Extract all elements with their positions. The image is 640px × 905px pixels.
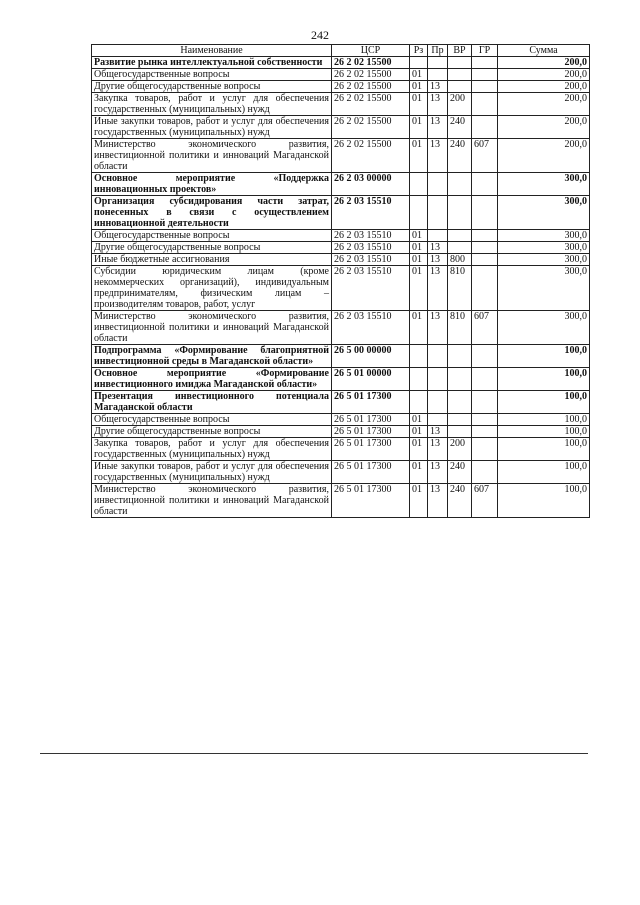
row-csr-cell: 26 2 02 15500 bbox=[332, 81, 410, 93]
row-gr-cell bbox=[472, 461, 498, 484]
row-rz-cell bbox=[410, 345, 428, 368]
row-rz-cell bbox=[410, 57, 428, 69]
row-pr-cell: 13 bbox=[428, 438, 448, 461]
row-pr-cell bbox=[428, 57, 448, 69]
table-row bbox=[92, 81, 590, 93]
row-pr-cell: 13 bbox=[428, 139, 448, 173]
row-rz-cell bbox=[410, 196, 428, 230]
row-pr-cell: 13 bbox=[428, 311, 448, 345]
row-vr-cell: 240 bbox=[448, 484, 472, 518]
row-sum-cell: 100,0 bbox=[498, 426, 590, 438]
row-name-cell: Закупка товаров, работ и услуг для обеспечения государственных (муниципальных) нужд bbox=[92, 438, 332, 461]
row-vr-cell: 200 bbox=[448, 93, 472, 116]
row-csr-cell: 26 5 01 00000 bbox=[332, 368, 410, 391]
table-row bbox=[92, 93, 590, 116]
row-gr-cell bbox=[472, 345, 498, 368]
row-vr-cell: 240 bbox=[448, 461, 472, 484]
row-vr-cell bbox=[448, 414, 472, 426]
row-pr-cell bbox=[428, 69, 448, 81]
table-row bbox=[92, 426, 590, 438]
row-sum-cell: 100,0 bbox=[498, 484, 590, 518]
table-row bbox=[92, 345, 590, 368]
row-rz-cell: 01 bbox=[410, 266, 428, 311]
row-csr-cell: 26 2 02 15500 bbox=[332, 93, 410, 116]
row-sum-cell: 300,0 bbox=[498, 230, 590, 242]
row-rz-cell: 01 bbox=[410, 254, 428, 266]
row-name-cell: Организация субсидирования части затрат, понесенных в связи с осуществлением инновационной деятельности bbox=[92, 196, 332, 230]
row-pr-cell: 13 bbox=[428, 254, 448, 266]
row-csr-cell: 26 2 03 15510 bbox=[332, 242, 410, 254]
row-pr-cell: 13 bbox=[428, 116, 448, 139]
table-row bbox=[92, 69, 590, 81]
table-row bbox=[92, 414, 590, 426]
table-row bbox=[92, 438, 590, 461]
row-csr-cell: 26 5 01 17300 bbox=[332, 391, 410, 414]
table-row bbox=[92, 484, 590, 518]
row-name-cell: Иные закупки товаров, работ и услуг для обеспечения государственных (муниципальных) нужд bbox=[92, 461, 332, 484]
row-rz-cell bbox=[410, 173, 428, 196]
row-rz-cell: 01 bbox=[410, 81, 428, 93]
row-rz-cell: 01 bbox=[410, 230, 428, 242]
row-sum-cell: 100,0 bbox=[498, 345, 590, 368]
row-rz-cell: 01 bbox=[410, 461, 428, 484]
table-row bbox=[92, 391, 590, 414]
row-csr-cell: 26 5 00 00000 bbox=[332, 345, 410, 368]
row-gr-cell bbox=[472, 173, 498, 196]
table-row bbox=[92, 230, 590, 242]
table-row bbox=[92, 311, 590, 345]
header-csr: ЦСР bbox=[332, 45, 410, 57]
row-pr-cell: 13 bbox=[428, 484, 448, 518]
budget-table bbox=[91, 44, 590, 518]
row-pr-cell: 13 bbox=[428, 461, 448, 484]
row-rz-cell bbox=[410, 391, 428, 414]
row-pr-cell bbox=[428, 368, 448, 391]
row-csr-cell: 26 2 03 15510 bbox=[332, 254, 410, 266]
row-name-cell: Презентация инвестиционного потенциала Магаданской области bbox=[92, 391, 332, 414]
row-name-cell: Основное мероприятие «Поддержка инновационных проектов» bbox=[92, 173, 332, 196]
header-name: Наименование bbox=[92, 45, 332, 57]
row-gr-cell bbox=[472, 242, 498, 254]
row-sum-cell: 200,0 bbox=[498, 57, 590, 69]
row-sum-cell: 300,0 bbox=[498, 254, 590, 266]
row-rz-cell: 01 bbox=[410, 311, 428, 345]
row-sum-cell: 100,0 bbox=[498, 414, 590, 426]
table-body bbox=[92, 57, 590, 518]
row-gr-cell bbox=[472, 438, 498, 461]
row-name-cell: Другие общегосударственные вопросы bbox=[92, 242, 332, 254]
row-pr-cell: 13 bbox=[428, 426, 448, 438]
row-pr-cell bbox=[428, 230, 448, 242]
row-csr-cell: 26 2 02 15500 bbox=[332, 116, 410, 139]
row-csr-cell: 26 2 03 15510 bbox=[332, 230, 410, 242]
row-gr-cell bbox=[472, 414, 498, 426]
table-row bbox=[92, 368, 590, 391]
row-rz-cell: 01 bbox=[410, 139, 428, 173]
row-vr-cell bbox=[448, 345, 472, 368]
row-sum-cell: 300,0 bbox=[498, 173, 590, 196]
row-rz-cell: 01 bbox=[410, 69, 428, 81]
row-csr-cell: 26 5 01 17300 bbox=[332, 414, 410, 426]
row-name-cell: Закупка товаров, работ и услуг для обеспечения государственных (муниципальных) нужд bbox=[92, 93, 332, 116]
row-sum-cell: 100,0 bbox=[498, 438, 590, 461]
row-csr-cell: 26 2 03 15510 bbox=[332, 311, 410, 345]
row-vr-cell: 240 bbox=[448, 139, 472, 173]
row-csr-cell: 26 2 02 15500 bbox=[332, 57, 410, 69]
row-name-cell: Министерство экономического развития, инвестиционной политики и инноваций Магаданской области bbox=[92, 484, 332, 518]
row-sum-cell: 200,0 bbox=[498, 116, 590, 139]
row-pr-cell bbox=[428, 196, 448, 230]
row-sum-cell: 300,0 bbox=[498, 311, 590, 345]
row-gr-cell bbox=[472, 426, 498, 438]
table-row bbox=[92, 116, 590, 139]
row-sum-cell: 300,0 bbox=[498, 242, 590, 254]
row-vr-cell: 810 bbox=[448, 311, 472, 345]
row-name-cell: Подпрограмма «Формирование благоприятной инвестиционной среды в Магаданской области» bbox=[92, 345, 332, 368]
row-csr-cell: 26 5 01 17300 bbox=[332, 438, 410, 461]
table-row bbox=[92, 242, 590, 254]
row-vr-cell bbox=[448, 426, 472, 438]
row-rz-cell: 01 bbox=[410, 242, 428, 254]
row-rz-cell: 01 bbox=[410, 116, 428, 139]
row-sum-cell: 100,0 bbox=[498, 461, 590, 484]
row-pr-cell: 13 bbox=[428, 266, 448, 311]
row-gr-cell bbox=[472, 93, 498, 116]
table-row bbox=[92, 173, 590, 196]
row-name-cell: Другие общегосударственные вопросы bbox=[92, 81, 332, 93]
row-sum-cell: 100,0 bbox=[498, 391, 590, 414]
row-gr-cell: 607 bbox=[472, 484, 498, 518]
row-sum-cell: 300,0 bbox=[498, 196, 590, 230]
row-sum-cell: 200,0 bbox=[498, 69, 590, 81]
page-number: 242 bbox=[311, 28, 329, 42]
row-pr-cell bbox=[428, 345, 448, 368]
row-gr-cell bbox=[472, 391, 498, 414]
row-gr-cell bbox=[472, 230, 498, 242]
row-vr-cell bbox=[448, 230, 472, 242]
row-name-cell: Иные закупки товаров, работ и услуг для обеспечения государственных (муниципальных) нужд bbox=[92, 116, 332, 139]
row-name-cell: Иные бюджетные ассигнования bbox=[92, 254, 332, 266]
row-csr-cell: 26 2 03 00000 bbox=[332, 173, 410, 196]
row-vr-cell bbox=[448, 81, 472, 93]
table-row bbox=[92, 254, 590, 266]
bottom-divider bbox=[40, 753, 588, 754]
row-name-cell: Общегосударственные вопросы bbox=[92, 414, 332, 426]
row-gr-cell bbox=[472, 368, 498, 391]
row-gr-cell bbox=[472, 254, 498, 266]
row-gr-cell: 607 bbox=[472, 139, 498, 173]
header-sum: Сумма bbox=[498, 45, 590, 57]
row-rz-cell: 01 bbox=[410, 438, 428, 461]
table-header-row bbox=[92, 45, 590, 57]
table-row bbox=[92, 461, 590, 484]
row-vr-cell bbox=[448, 391, 472, 414]
row-gr-cell bbox=[472, 116, 498, 139]
row-sum-cell: 200,0 bbox=[498, 93, 590, 116]
row-csr-cell: 26 2 02 15500 bbox=[332, 69, 410, 81]
table-row bbox=[92, 196, 590, 230]
row-vr-cell bbox=[448, 69, 472, 81]
row-sum-cell: 200,0 bbox=[498, 81, 590, 93]
row-vr-cell: 810 bbox=[448, 266, 472, 311]
row-name-cell: Другие общегосударственные вопросы bbox=[92, 426, 332, 438]
row-name-cell: Общегосударственные вопросы bbox=[92, 69, 332, 81]
row-pr-cell: 13 bbox=[428, 81, 448, 93]
row-pr-cell bbox=[428, 391, 448, 414]
row-rz-cell: 01 bbox=[410, 484, 428, 518]
row-gr-cell bbox=[472, 81, 498, 93]
row-sum-cell: 300,0 bbox=[498, 266, 590, 311]
row-csr-cell: 26 5 01 17300 bbox=[332, 484, 410, 518]
row-name-cell: Развитие рынка интеллектуальной собственности bbox=[92, 57, 332, 69]
header-pr: Пр bbox=[428, 45, 448, 57]
header-rz: Рз bbox=[410, 45, 428, 57]
row-csr-cell: 26 5 01 17300 bbox=[332, 461, 410, 484]
header-gr: ГР bbox=[472, 45, 498, 57]
row-name-cell: Общегосударственные вопросы bbox=[92, 230, 332, 242]
row-vr-cell bbox=[448, 173, 472, 196]
row-pr-cell: 13 bbox=[428, 93, 448, 116]
table-row bbox=[92, 57, 590, 69]
row-sum-cell: 200,0 bbox=[498, 139, 590, 173]
row-gr-cell bbox=[472, 266, 498, 311]
table-row bbox=[92, 266, 590, 311]
row-csr-cell: 26 2 02 15500 bbox=[332, 139, 410, 173]
row-rz-cell: 01 bbox=[410, 414, 428, 426]
row-rz-cell bbox=[410, 368, 428, 391]
row-csr-cell: 26 2 03 15510 bbox=[332, 196, 410, 230]
row-gr-cell bbox=[472, 69, 498, 81]
table-row bbox=[92, 139, 590, 173]
header-vr: ВР bbox=[448, 45, 472, 57]
row-vr-cell bbox=[448, 57, 472, 69]
row-name-cell: Министерство экономического развития, инвестиционной политики и инноваций Магаданской области bbox=[92, 311, 332, 345]
row-vr-cell: 240 bbox=[448, 116, 472, 139]
row-gr-cell bbox=[472, 57, 498, 69]
row-rz-cell: 01 bbox=[410, 426, 428, 438]
row-name-cell: Субсидии юридическим лицам (кроме некоммерческих организаций), индивидуальным предпринимателям, физическим лицам – производителям товаров, работ, услуг bbox=[92, 266, 332, 311]
row-vr-cell: 800 bbox=[448, 254, 472, 266]
row-vr-cell: 200 bbox=[448, 438, 472, 461]
row-name-cell: Министерство экономического развития, инвестиционной политики и инноваций Магаданской области bbox=[92, 139, 332, 173]
row-vr-cell bbox=[448, 368, 472, 391]
row-gr-cell bbox=[472, 196, 498, 230]
row-csr-cell: 26 5 01 17300 bbox=[332, 426, 410, 438]
row-pr-cell: 13 bbox=[428, 242, 448, 254]
row-pr-cell bbox=[428, 414, 448, 426]
row-name-cell: Основное мероприятие «Формирование инвестиционного имиджа Магаданской области» bbox=[92, 368, 332, 391]
row-sum-cell: 100,0 bbox=[498, 368, 590, 391]
row-gr-cell: 607 bbox=[472, 311, 498, 345]
row-csr-cell: 26 2 03 15510 bbox=[332, 266, 410, 311]
row-vr-cell bbox=[448, 196, 472, 230]
row-pr-cell bbox=[428, 173, 448, 196]
row-rz-cell: 01 bbox=[410, 93, 428, 116]
row-vr-cell bbox=[448, 242, 472, 254]
